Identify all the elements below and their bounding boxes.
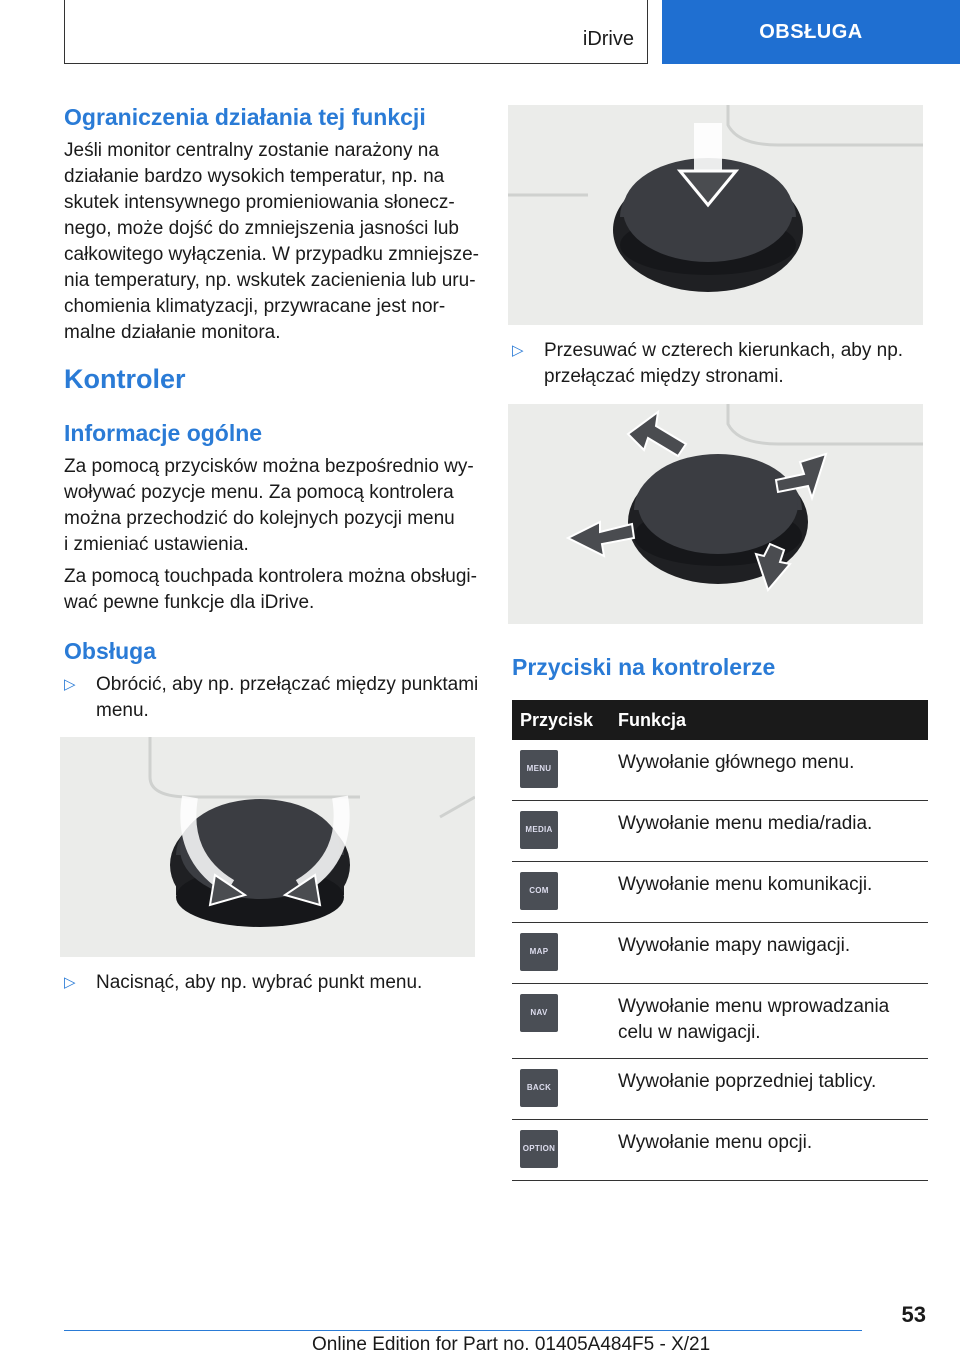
line: chomienia klimatyzacji, przywracane jest nor- xyxy=(64,296,446,317)
paragraph-limitations xyxy=(64,138,484,346)
key-cell xyxy=(512,1059,610,1120)
line: i zmieniać ustawienia. xyxy=(64,534,249,555)
line: nia temperatury, np. wskutek zacienienia lub uru- xyxy=(64,270,476,291)
line: można przechodzić do kolejnych pozycji menu xyxy=(64,508,455,529)
line: wać pewne funkcje dla iDrive. xyxy=(64,592,315,613)
menu-key-icon: MENU xyxy=(520,750,558,788)
table-row xyxy=(512,1120,928,1181)
column-header-button: Przycisk xyxy=(512,700,610,740)
nav-key-icon: NAV xyxy=(520,994,558,1032)
line: całkowitego wyłączenia. W przypadku zmniejsze- xyxy=(64,244,479,265)
line: Przesuwać w czterech kierunkach, aby np. xyxy=(544,340,904,361)
heading-limitations: Ograniczenia działania tej funkcji xyxy=(64,104,426,130)
function-cell: Wywołanie mapy nawigacji. xyxy=(610,923,928,984)
figure-controller-rotate xyxy=(60,737,475,957)
table-row xyxy=(512,740,928,801)
option-key-icon: OPTION xyxy=(520,1130,558,1168)
bullet-press xyxy=(64,970,510,996)
line: działanie bardzo wysokich temperatur, np. na xyxy=(64,166,445,187)
key-cell xyxy=(512,740,610,801)
column-header-function: Funkcja xyxy=(610,700,928,740)
line: woływać pozycje menu. Za pomocą kontrolera xyxy=(64,482,454,503)
line: nego, może dojść do zmniejszenia jasności lub xyxy=(64,218,459,239)
table-row xyxy=(512,862,928,923)
function-cell: Wywołanie menu opcji. xyxy=(610,1120,928,1181)
function-cell: Wywołanie menu komunikacji. xyxy=(610,862,928,923)
paragraph-general-1 xyxy=(64,454,484,558)
key-cell xyxy=(512,801,610,862)
footer-divider xyxy=(64,1330,862,1331)
section-title: iDrive xyxy=(582,28,634,50)
function-cell: Wywołanie poprzedniej tablicy. xyxy=(610,1059,928,1120)
line: Nacisnąć, aby np. wybrać punkt menu. xyxy=(96,972,423,993)
media-key-icon: MEDIA xyxy=(520,811,558,849)
heading-controller: Kontroler xyxy=(64,364,186,394)
figure-controller-press xyxy=(508,105,923,325)
heading-general-info: Informacje ogólne xyxy=(64,420,263,446)
line: skutek intensywnego promieniowania słonecz- xyxy=(64,192,455,213)
table-row xyxy=(512,801,928,862)
footer-edition: Online Edition for Part no. 01405A484F5 - X/21 xyxy=(312,1334,711,1355)
bullet-triangle-icon: ▷ xyxy=(512,342,524,359)
table-row xyxy=(512,923,928,984)
key-cell xyxy=(512,862,610,923)
line: malne działanie monitora. xyxy=(64,322,281,343)
bullet-turn xyxy=(64,672,510,724)
function-cell: Wywołanie menu wprowadzania celu w nawigacji. xyxy=(610,984,928,1059)
heading-controller-buttons: Przyciski na kontrolerze xyxy=(512,654,776,680)
paragraph-general-2 xyxy=(64,564,484,616)
table-row xyxy=(512,1059,928,1120)
line: menu. xyxy=(96,700,149,721)
chapter-tab: OBSŁUGA xyxy=(662,0,960,64)
buttons-table xyxy=(512,700,928,1181)
bullet-tilt xyxy=(512,338,958,390)
table-header-row xyxy=(512,700,928,740)
line: Za pomocą touchpada kontrolera można obsługi- xyxy=(64,566,477,587)
line: przełączać między stronami. xyxy=(544,366,784,387)
function-cell: Wywołanie menu media/radia. xyxy=(610,801,928,862)
header-frame xyxy=(64,0,648,64)
key-cell xyxy=(512,1120,610,1181)
page-number: 53 xyxy=(901,1302,926,1327)
bullet-triangle-icon: ▷ xyxy=(64,974,76,991)
function-cell: Wywołanie głównego menu. xyxy=(610,740,928,801)
line: Jeśli monitor centralny zostanie narażony na xyxy=(64,140,439,161)
key-cell xyxy=(512,923,610,984)
heading-operation: Obsługa xyxy=(64,638,157,664)
bullet-triangle-icon: ▷ xyxy=(64,676,76,693)
figure-controller-tilt xyxy=(508,404,923,624)
line: Obrócić, aby np. przełączać między punktami xyxy=(96,674,479,695)
com-key-icon: COM xyxy=(520,872,558,910)
table-row xyxy=(512,984,928,1059)
map-key-icon: MAP xyxy=(520,933,558,971)
back-key-icon: BACK xyxy=(520,1069,558,1107)
key-cell xyxy=(512,984,610,1059)
line: Za pomocą przycisków można bezpośrednio wy- xyxy=(64,456,474,477)
